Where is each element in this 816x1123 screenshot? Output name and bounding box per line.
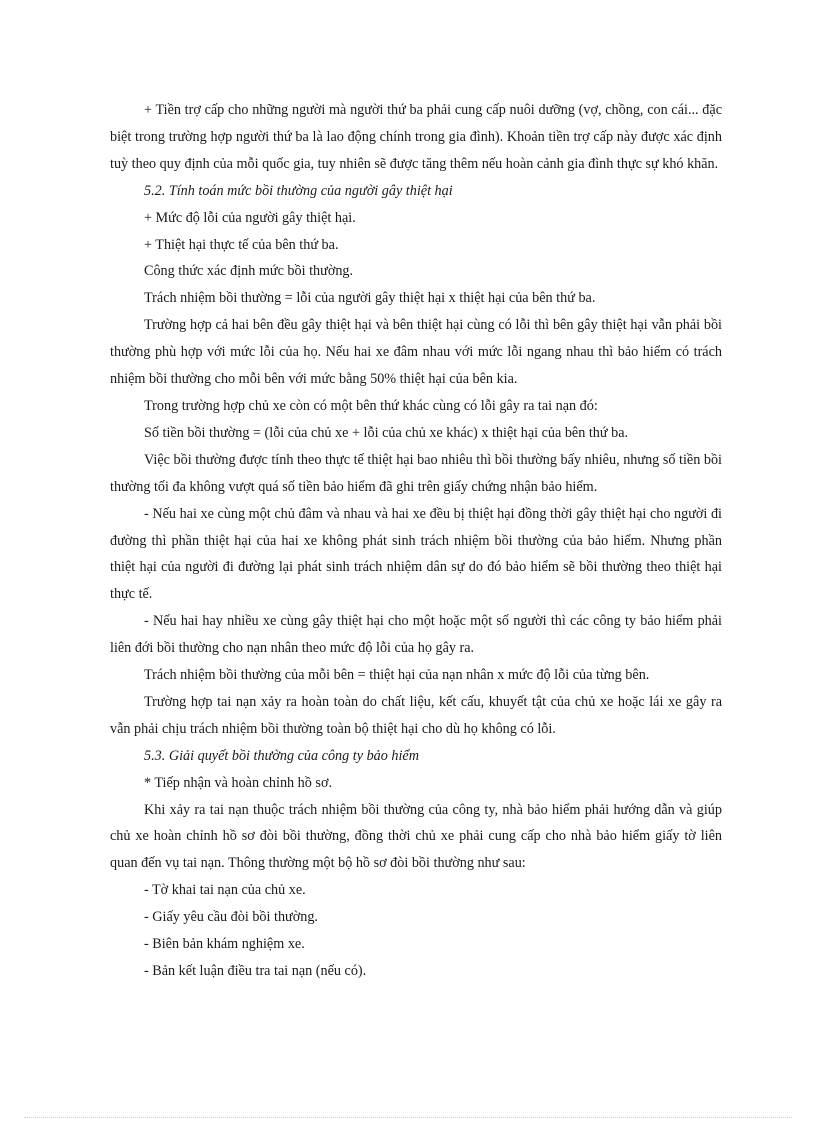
paragraph-max-compensation: Việc bồi thường được tính theo thực tế thiệt hại bao nhiêu thì bồi thường bấy nhiêu, nhưng số tiền bồi thường tối đa không vượt quá số tiền bảo hiểm đã ghi trên giấy chứng nhận bảo hiểm.	[110, 451, 722, 495]
paragraph-multiple-vehicles: - Nếu hai hay nhiều xe cùng gây thiệt hại cho một hoặc một số người thì các công ty bảo hiểm phải liên đới bồi thường cho nạn nhân theo mức độ lỗi của họ gây ra.	[110, 613, 722, 657]
document-page	[110, 97, 722, 985]
section-heading-5-2: 5.2. Tính toán mức bồi thường của người gây thiệt hại	[144, 182, 453, 199]
list-item-accident-declaration: - Tờ khai tai nạn của chủ xe.	[144, 882, 306, 899]
paragraph-formula-2: Số tiền bồi thường = (lỗi của chủ xe + lỗi của chủ xe khác) x thiệt hại của bên thứ ba.	[144, 424, 629, 441]
list-item-investigation-conclusion: - Bản kết luận điều tra tai nạn (nếu có).	[144, 963, 367, 979]
paragraph-formula-1: Trách nhiệm bồi thường = lỗi của người gây thiệt hại x thiệt hại của bên thứ ba.	[144, 290, 596, 307]
paragraph-dossier-guidance: Khi xảy ra tai nạn thuộc trách nhiệm bồi thường của công ty, nhà bảo hiểm phải hướng dẫn và giúp chủ xe hoàn chỉnh hồ sơ đòi bồi thường, đồng thời chủ xe phải cung cấp cho nhà bảo hiểm giấy tờ liên quan đến vụ tai nạn. Thông thường một bộ hồ sơ đòi bồi thường như sau:	[110, 801, 722, 872]
paragraph-other-party: Trong trường hợp chủ xe còn có một bên thứ khác cùng có lỗi gây ra tai nạn đó:	[144, 397, 598, 414]
list-item-inspection-report: - Biên bản khám nghiệm xe.	[144, 936, 305, 953]
paragraph-formula-3: Trách nhiệm bồi thường của mỗi bên = thiệt hại của nạn nhân x mức độ lỗi của từng bên.	[144, 667, 650, 684]
paragraph-receive-dossier: * Tiếp nhận và hoàn chỉnh hồ sơ.	[144, 774, 332, 791]
list-item-claim-request: - Giấy yêu cầu đòi bồi thường.	[144, 909, 318, 926]
paragraph-defects: Trường hợp tai nạn xảy ra hoàn toàn do chất liệu, kết cấu, khuyết tật của chủ xe hoặc lái xe gây ra vẫn phải chịu trách nhiệm bồi thường toàn bộ thiệt hại cho dù họ không có lỗi.	[110, 693, 722, 737]
paragraph-fault-level: + Mức độ lỗi của người gây thiệt hại.	[144, 209, 356, 226]
section-heading-5-3: 5.3. Giải quyết bồi thường của công ty bảo hiểm	[144, 747, 419, 764]
paragraph-allowance: + Tiền trợ cấp cho những người mà người thứ ba phải cung cấp nuôi dưỡng (vợ, chồng, con cái... đặc biệt trong trường hợp người thứ ba là lao động chính trong gia đình). Khoản tiền trợ cấp này được xác định tuỳ theo quy định của mỗi quốc gia, tuy nhiên sẽ được tăng thêm nếu hoàn cảnh gia đình thực sự khó khăn.	[110, 102, 722, 172]
paragraph-formula-intro: Công thức xác định mức bồi thường.	[144, 263, 354, 280]
page-bottom-divider	[24, 1117, 792, 1118]
paragraph-both-fault: Trường hợp cả hai bên đều gây thiệt hại và bên thiệt hại cùng có lỗi thì bên gây thiệt hại vẫn phải bồi thường phù hợp với mức lỗi của họ. Nếu hai xe đâm nhau với mức lỗi ngang nhau thì bảo hiểm có trách nhiệm bồi thường cho mỗi bên với mức bằng 50% thiệt hại của bên kia.	[110, 317, 722, 388]
paragraph-actual-damage: + Thiệt hại thực tế của bên thứ ba.	[144, 236, 339, 253]
paragraph-same-owner: - Nếu hai xe cùng một chủ đâm và nhau và hai xe đều bị thiệt hại đồng thời gây thiệt hại cho người đi đường thì phần thiệt hại của hai xe không phát sinh trách nhiệm bồi thường của bảo hiểm. Nhưng phần thiệt hại của người đi đường lại phát sinh trách nhiệm dân sự do đó bảo hiểm sẽ bồi thường theo thiệt hại thực tế.	[110, 505, 722, 603]
